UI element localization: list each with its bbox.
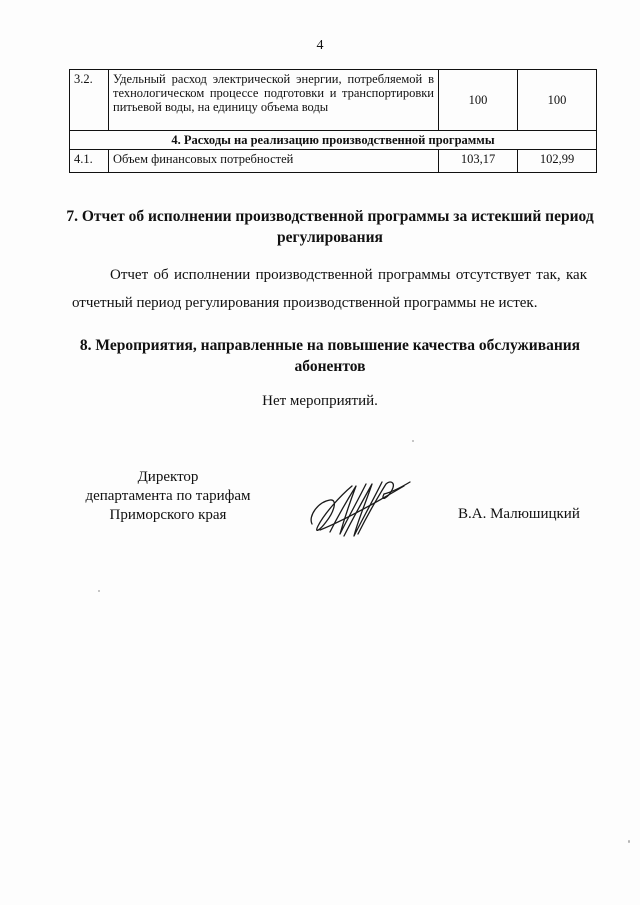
row-number: 3.2. [70, 70, 109, 131]
row-description: Объем финансовых потребностей [109, 150, 439, 173]
table-row [70, 70, 597, 131]
row-number: 4.1. [70, 150, 109, 173]
scan-speck [98, 590, 100, 592]
row-value-fact: 100 [518, 70, 597, 131]
signer-name: В.А. Малюшицкий [458, 506, 580, 522]
signer-title-line: Директор [137, 469, 199, 485]
table-row [70, 150, 597, 173]
signer-title [68, 468, 268, 525]
section-4-title: 4. Расходы на реализацию производственной программы [70, 131, 597, 150]
row-value-fact: 102,99 [518, 150, 597, 173]
table-section-row [70, 131, 597, 150]
indicators-table [69, 69, 597, 173]
section-7-heading: 7. Отчет об исполнении производственной программы за истекший период регулирования [66, 208, 594, 246]
scan-speck [412, 440, 414, 442]
handwritten-signature [300, 472, 420, 544]
page-number: 4 [316, 38, 324, 53]
row-value-plan: 100 [439, 70, 518, 131]
row-description: Удельный расход электрической энергии, потребляемой в технологическом процессе подготовки и транспортировки питьевой воды, на единицу объема воды [109, 70, 439, 131]
signer-title-line: департамента по тарифам [85, 488, 251, 504]
row-value-plan: 103,17 [439, 150, 518, 173]
signer-title-line: Приморского края [109, 507, 227, 523]
scan-speck [628, 840, 630, 843]
section-8-text: Нет мероприятий. [262, 393, 378, 409]
section-7-text: Отчет об исполнении производственной программы отсутствует так, как отчетный период регулирования производственной программы не истек. [72, 267, 587, 311]
section-8-heading: 8. Мероприятия, направленные на повышение качества обслуживания абонентов [79, 337, 581, 375]
